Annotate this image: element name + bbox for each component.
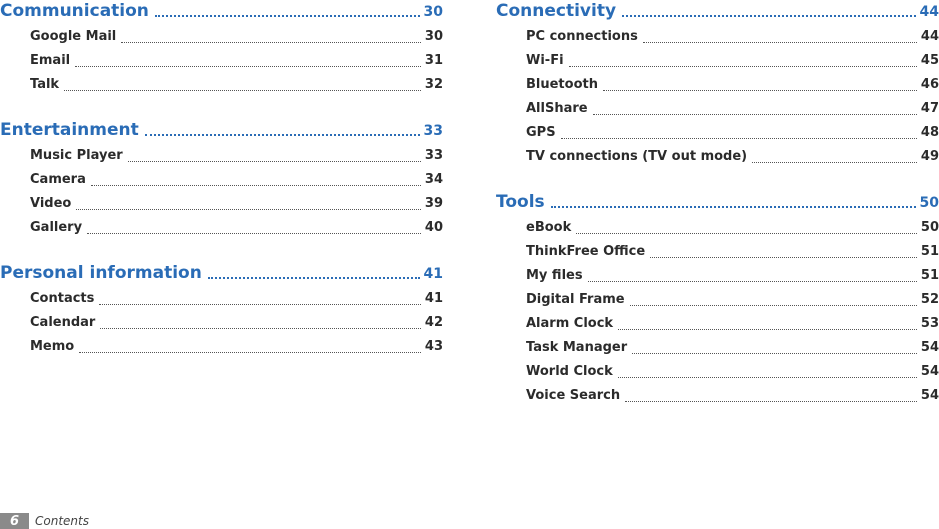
entry-page-number: 39 <box>424 196 443 211</box>
entry-label: My files <box>526 268 583 283</box>
dot-leader <box>643 42 917 43</box>
section-heading[interactable] <box>496 0 939 22</box>
toc-entry[interactable] <box>526 145 939 169</box>
entry-page-number: 51 <box>920 268 939 283</box>
section-page-number: 30 <box>423 4 443 20</box>
toc-entry[interactable] <box>30 49 443 73</box>
entry-page-number: 45 <box>920 53 939 68</box>
entry-page-number: 54 <box>920 388 939 403</box>
entry-label: Task Manager <box>526 340 628 355</box>
entry-label: Bluetooth <box>526 77 598 92</box>
dot-leader <box>630 305 917 306</box>
entry-label: Google Mail <box>30 29 117 44</box>
section-heading[interactable] <box>0 0 443 22</box>
toc-entry[interactable] <box>526 25 939 49</box>
entry-label: Digital Frame <box>526 292 625 307</box>
dot-leader <box>145 134 420 136</box>
toc-entry[interactable] <box>526 384 939 408</box>
section-page-number: 33 <box>423 123 443 139</box>
dot-leader <box>588 281 917 282</box>
dot-leader <box>75 66 421 67</box>
entry-label: Talk <box>30 77 60 92</box>
dot-leader <box>79 352 421 353</box>
section-page-number: 50 <box>919 195 939 211</box>
entry-label: Camera <box>30 172 86 187</box>
entry-page-number: 51 <box>920 244 939 259</box>
dot-leader <box>91 185 421 186</box>
toc-section-entertainment <box>0 119 443 240</box>
dot-leader <box>650 257 917 258</box>
section-title: Communication <box>0 1 149 21</box>
dot-leader <box>99 304 421 305</box>
entry-page-number: 54 <box>920 364 939 379</box>
entry-page-number: 50 <box>920 220 939 235</box>
section-page-number: 41 <box>423 266 443 282</box>
section-heading[interactable] <box>496 191 939 213</box>
dot-leader <box>618 377 917 378</box>
entry-page-number: 47 <box>920 101 939 116</box>
entry-page-number: 46 <box>920 77 939 92</box>
toc-section-tools <box>496 191 939 408</box>
toc-entry[interactable] <box>526 312 939 336</box>
entry-label: Gallery <box>30 220 83 235</box>
entry-page-number: 41 <box>424 291 443 306</box>
toc-entry[interactable] <box>30 287 443 311</box>
entry-label: GPS <box>526 125 556 140</box>
toc-entry[interactable] <box>30 335 443 359</box>
dot-leader <box>625 401 917 402</box>
dot-leader <box>551 206 916 208</box>
section-title: Connectivity <box>496 1 617 21</box>
dot-leader <box>618 329 917 330</box>
dot-leader <box>561 138 917 139</box>
entry-page-number: 32 <box>424 77 443 92</box>
dot-leader <box>64 90 421 91</box>
dot-leader <box>100 328 421 329</box>
toc-entry[interactable] <box>526 288 939 312</box>
entry-page-number: 43 <box>424 339 443 354</box>
entry-page-number: 48 <box>920 125 939 140</box>
toc-entry[interactable] <box>526 121 939 145</box>
toc-section-personal-information <box>0 262 443 359</box>
dot-leader <box>121 42 421 43</box>
toc-entry[interactable] <box>526 336 939 360</box>
page-footer <box>0 513 120 529</box>
entry-label: TV connections (TV out mode) <box>526 149 748 164</box>
entry-label: Alarm Clock <box>526 316 614 331</box>
dot-leader <box>208 277 420 279</box>
dot-leader <box>603 90 917 91</box>
section-heading[interactable] <box>0 119 443 141</box>
dot-leader <box>128 161 421 162</box>
section-title: Personal information <box>0 263 202 283</box>
entry-page-number: 49 <box>920 149 939 164</box>
toc-entry[interactable] <box>30 168 443 192</box>
dot-leader <box>155 15 420 17</box>
footer-page-number: 6 <box>0 513 29 529</box>
entry-page-number: 53 <box>920 316 939 331</box>
entry-page-number: 30 <box>424 29 443 44</box>
entry-page-number: 54 <box>920 340 939 355</box>
toc-entry[interactable] <box>30 144 443 168</box>
dot-leader <box>752 162 917 163</box>
entry-page-number: 52 <box>920 292 939 307</box>
section-page-number: 44 <box>919 4 939 20</box>
dot-leader <box>76 209 421 210</box>
section-title: Tools <box>496 192 545 212</box>
entry-label: AllShare <box>526 101 588 116</box>
entry-label: ThinkFree Office <box>526 244 646 259</box>
toc-entry[interactable] <box>526 240 939 264</box>
dot-leader <box>632 353 917 354</box>
entry-label: Memo <box>30 339 75 354</box>
entry-page-number: 44 <box>920 29 939 44</box>
entry-label: Contacts <box>30 291 95 306</box>
toc-right-column <box>496 0 939 408</box>
footer-label: Contents <box>35 514 89 528</box>
dot-leader <box>576 233 917 234</box>
entry-label: Voice Search <box>526 388 621 403</box>
toc-entry[interactable] <box>526 360 939 384</box>
entry-page-number: 31 <box>424 53 443 68</box>
entry-label: PC connections <box>526 29 638 44</box>
entry-page-number: 42 <box>424 315 443 330</box>
toc-entry[interactable] <box>30 311 443 335</box>
dot-leader <box>622 15 915 17</box>
entry-label: Music Player <box>30 148 123 163</box>
section-title: Entertainment <box>0 120 139 140</box>
dot-leader <box>593 114 917 115</box>
toc-entry[interactable] <box>526 216 939 240</box>
toc-entry[interactable] <box>526 97 939 121</box>
section-heading[interactable] <box>0 262 443 284</box>
entry-label: Video <box>30 196 72 211</box>
toc-entry[interactable] <box>30 25 443 49</box>
toc-entry[interactable] <box>526 49 939 73</box>
toc-entry[interactable] <box>30 216 443 240</box>
dot-leader <box>87 233 421 234</box>
entry-page-number: 33 <box>424 148 443 163</box>
entry-label: eBook <box>526 220 572 235</box>
entry-label: World Clock <box>526 364 613 379</box>
entry-label: Calendar <box>30 315 96 330</box>
entry-label: Email <box>30 53 71 68</box>
entry-page-number: 34 <box>424 172 443 187</box>
entry-label: Wi-Fi <box>526 53 564 68</box>
toc-entry[interactable] <box>526 264 939 288</box>
toc-entry[interactable] <box>526 73 939 97</box>
toc-entry[interactable] <box>30 192 443 216</box>
dot-leader <box>569 66 917 67</box>
toc-entry[interactable] <box>30 73 443 97</box>
entry-page-number: 40 <box>424 220 443 235</box>
toc-section-connectivity <box>496 0 939 169</box>
toc-left-column <box>0 0 443 359</box>
toc-section-communication <box>0 0 443 97</box>
